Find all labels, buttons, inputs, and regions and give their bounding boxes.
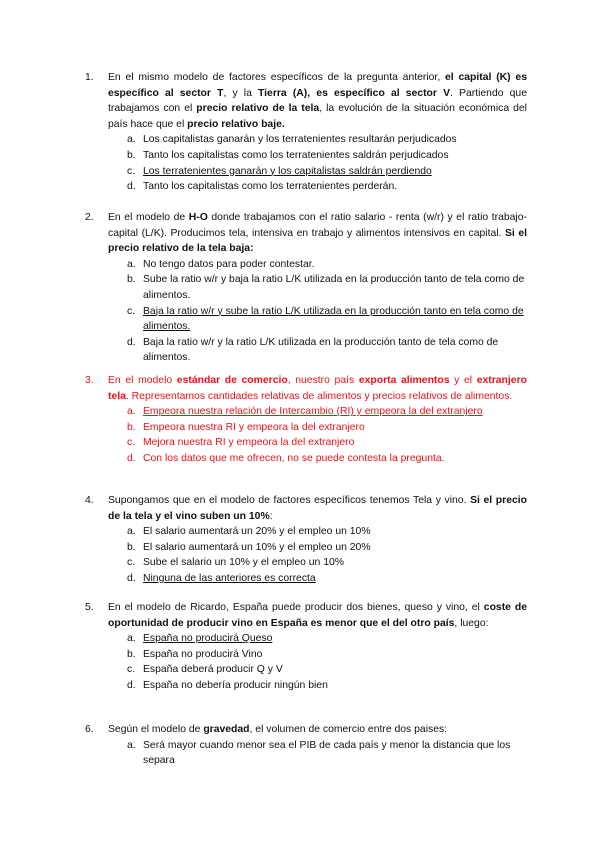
option-d	[127, 451, 527, 467]
stem-text: En el modelo	[108, 375, 177, 386]
question-number: 6.	[85, 724, 94, 735]
question-stem	[108, 373, 527, 404]
bold-text: el capital (K) es específico al sector T	[108, 72, 527, 99]
option-text: Mejora nuestra RI y empeora la del extranjero	[143, 437, 355, 449]
option-c	[127, 555, 527, 571]
option-b	[127, 148, 527, 164]
stem-text: , nuestro país	[287, 375, 359, 386]
bold-text: H-O	[188, 212, 208, 223]
option-text: España no producirá Queso	[143, 633, 273, 645]
option-a	[127, 631, 527, 647]
option-letter: a.	[127, 258, 136, 270]
option-text: España no producirá Vino	[143, 648, 263, 660]
bold-text: extranjero tela	[108, 375, 527, 402]
question-1	[85, 70, 527, 195]
option-letter: c.	[127, 165, 136, 177]
option-letter: a.	[127, 739, 136, 751]
stem-text: , luego:	[454, 617, 489, 629]
bold-text: Tierra (A), es específico al sector V	[258, 87, 450, 99]
option-c	[127, 164, 527, 180]
option-text: Ninguna de las anteriores es correcta	[143, 572, 316, 584]
option-b	[127, 647, 527, 663]
option-letter: d.	[127, 572, 136, 584]
option-text: Empeora nuestra relación de Intercambio (RI) y empeora la del extranjero	[143, 406, 483, 418]
option-letter: b.	[127, 541, 136, 553]
options-list	[85, 257, 527, 366]
bold-text: precio relativo baje.	[187, 118, 285, 130]
options-list	[85, 132, 527, 194]
bold-text: coste de oportunidad de producir vino en España es menor que el del otro país	[108, 602, 528, 629]
stem-text: :	[269, 510, 273, 522]
bold-text: gravedad	[203, 724, 250, 735]
bold-text: estándar de comercio	[176, 375, 288, 386]
stem-text: En el mismo modelo de factores específicos de la pregunta anterior,	[108, 72, 446, 83]
option-a	[127, 404, 527, 420]
question-stem	[108, 210, 527, 257]
stem-text: , la evolución de la situación económica del país hace que el	[108, 103, 527, 130]
question-2	[85, 210, 527, 366]
stem-text: . Partiendo que trabajamos con el	[108, 87, 527, 115]
option-text: Los capitalistas ganarán y los terratenientes resultarán perjudicados	[143, 134, 457, 146]
option-letter: b.	[127, 421, 136, 433]
question-5	[85, 600, 527, 694]
bold-text: exporta alimentos	[358, 375, 450, 386]
option-letter: c.	[127, 305, 136, 317]
stem-text: Supongamos que en el modelo de factores específicos tenemos Tela y vino.	[108, 495, 471, 506]
option-text: Empeora nuestra RI y empeora la del extranjero	[143, 421, 365, 433]
option-text: Tanto los capitalistas como los terratenientes saldrán perjudicados	[143, 149, 449, 161]
bold-text: Si el precio de la tela y el vino suben un 10%	[108, 495, 527, 522]
option-b	[127, 272, 527, 303]
options-list	[85, 738, 527, 769]
stem-text: , y la	[223, 87, 259, 99]
option-text: Será mayor cuando menor sea el PIB de cada país y menor la distancia que los separa	[143, 739, 511, 767]
stem-text: y el	[449, 375, 477, 386]
option-letter: d.	[127, 679, 136, 691]
option-letter: d.	[127, 336, 136, 348]
question-number: 2.	[85, 212, 94, 223]
option-letter: a.	[127, 134, 136, 146]
option-a	[127, 132, 527, 148]
bold-text: Si el precio relativo de la tela baja:	[108, 227, 527, 255]
question-3	[85, 373, 527, 467]
option-letter: c.	[127, 664, 136, 676]
option-text: Los terratenientes ganarán y los capitalistas saldrán perdiendo	[143, 165, 432, 177]
bold-text: precio relativo de la tela	[196, 103, 320, 115]
option-d	[127, 179, 527, 195]
question-number: 4.	[85, 495, 94, 506]
option-letter: b.	[127, 648, 136, 660]
option-letter: c.	[127, 557, 136, 569]
question-stem	[108, 722, 527, 738]
option-text: No tengo datos para poder contestar.	[143, 258, 315, 270]
option-text: El salario aumentará un 20% y el empleo un 10%	[143, 526, 371, 538]
stem-text: En el modelo de Ricardo, España puede producir dos bienes, queso y vino, el	[108, 602, 484, 613]
option-text: Baja la ratio w/r y la ratio L/K utilizada en la producción tanto de tela como de alimentos.	[143, 336, 499, 364]
options-list	[85, 631, 527, 693]
question-stem	[108, 70, 527, 132]
option-letter: c.	[127, 437, 136, 449]
question-number: 1.	[85, 72, 94, 83]
option-d	[127, 678, 527, 694]
stem-text: . Representamos cantidades relativas de alimentos y precios relativos de alimentos.	[125, 390, 513, 402]
option-c	[127, 662, 527, 678]
option-text: Baja la ratio w/r y sube la ratio L/K utilizada en la producción tanto en tela como de alimentos.	[143, 305, 524, 333]
option-d	[127, 571, 527, 587]
option-d	[127, 335, 527, 366]
question-number: 3.	[85, 375, 94, 386]
stem-text: donde trabajamos con el ratio salario - renta (w/r) y el ratio trabajo-capital (L/K). Producimos tela, intensiva en trabajo y alimentos intensivos en capital.	[108, 212, 527, 239]
option-b	[127, 540, 527, 556]
option-letter: d.	[127, 181, 136, 193]
question-number: 5.	[85, 602, 94, 613]
option-c	[127, 435, 527, 451]
option-letter: a.	[127, 526, 136, 538]
stem-text: En el modelo de	[108, 212, 189, 223]
option-text: Tanto los capitalistas como los terratenientes perderán.	[143, 181, 398, 193]
option-letter: d.	[127, 452, 136, 464]
option-text: Con los datos que me ofrecen, no se puede contesta la pregunta.	[143, 452, 445, 464]
option-text: El salario aumentará un 10% y el empleo un 20%	[143, 541, 371, 553]
option-text: Sube el salario un 10% y el empleo un 10%	[143, 557, 345, 569]
option-text: España no debería producir ningún bien	[143, 679, 328, 691]
option-c	[127, 304, 527, 335]
option-a	[127, 738, 527, 769]
question-6	[85, 722, 527, 769]
option-a	[127, 257, 527, 273]
question-4	[85, 493, 527, 587]
stem-text: Según el modelo de	[108, 724, 204, 735]
question-stem	[108, 493, 527, 524]
option-b	[127, 420, 527, 436]
options-list	[85, 404, 527, 466]
option-letter: b.	[127, 274, 136, 286]
option-text: Sube la ratio w/r y baja la ratio L/K utilizada en la producción tanto de tela como de alimentos.	[143, 274, 525, 301]
options-list	[85, 524, 527, 586]
option-letter: b.	[127, 149, 136, 161]
option-letter: a.	[127, 633, 136, 645]
stem-text: , el volumen de comercio entre dos paises:	[249, 724, 448, 735]
option-text: España deberá producir Q y V	[143, 664, 283, 676]
option-a	[127, 524, 527, 540]
option-letter: a.	[127, 406, 136, 418]
question-stem	[108, 600, 527, 631]
